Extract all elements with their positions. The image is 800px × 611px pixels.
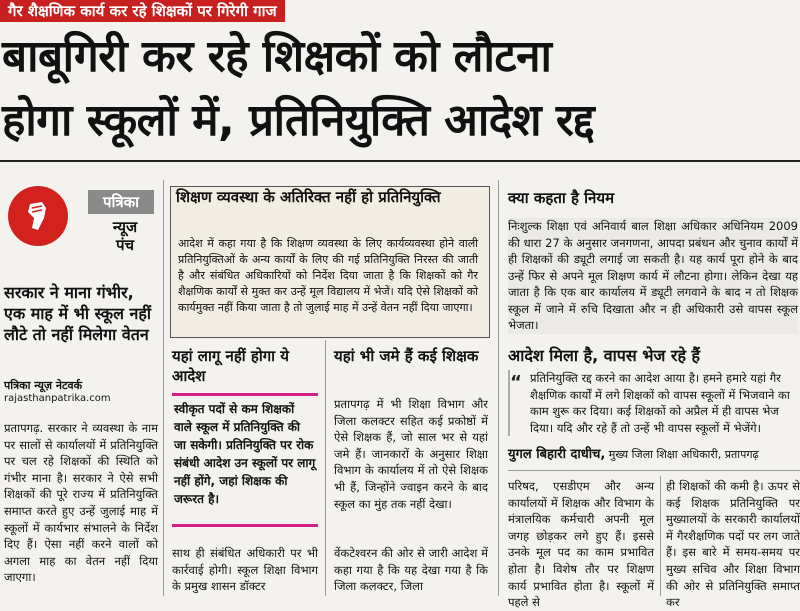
pink-rule — [172, 524, 318, 527]
fist-icon — [24, 198, 52, 232]
col3-body-2: वेंकटेश्वरन की ओर से जारी आदेश में कहा गया है कि यह देखा गया है कि जिला कलक्टर, जिला — [334, 546, 488, 594]
col4-body: परिषद, एसडीएम और अन्य कार्यालयों में शिक्षक और विभाग के मंत्रालयिक कर्मचारी अपनी मूल जगह छोड़कर लगे हुए हैं। इससे उनके मूल पद का काम प्रभावित होता है। विशेष तौर पर शिक्षण कार्य प्रभावित होता है। स्कूलों में पहले से — [508, 479, 654, 610]
speaker-role: मुख्य जिला शिक्षा अधिकारी, प्रतापगढ़ — [608, 448, 759, 461]
headline-line-1: बाबूगिरी कर रहे शिक्षकों को लौटना — [2, 31, 552, 82]
exception-title: यहां लागू नहीं होगा ये आदेश — [172, 347, 289, 385]
headline-line-2: होगा स्कूलों में, प्रतिनियुक्ति आदेश रद्द — [2, 95, 595, 146]
col2-body: साथ ही संबंधित अधिकारी पर भी कार्रवाई होगी। स्कूल शिक्षा विभाग के प्रमुख शासन डॉक्टर — [172, 546, 318, 594]
brand-sub-2: पंच — [115, 236, 135, 254]
info-box-title: शिक्षण व्यवस्था के अतिरिक्त नहीं हो प्रतिनियुक्ति — [176, 188, 441, 206]
website-link[interactable]: rajasthanpatrika.com — [4, 393, 111, 404]
column-divider — [660, 476, 661, 596]
rule-body: निःशुल्क शिक्षा एवं अनिवार्य बाल शिक्षा अधिकार अधिनियम 2009 की धारा 27 के अनुसार जनगणना, आपदा प्रबंधन और चुनाव कार्यों में ही शिक्षकों की ड्यूटी लगाई जा सकती है। यह कार्य पूरा होने के बाद उन्हें फिर से अपने मूल शिक्षण कार्य में लौटना होगा। लेकिन देखा यह जाता है कि एक बार कार्यालय में ड्यूटी लगवाने के बाद न तो शिक्षक स्कूल में जाने में रुचि दिखाता और न ही अधिकारी उसे वापस स्कूल भेजता। — [508, 219, 798, 332]
order-quote: प्रतिनियुक्ति रद्द करने का आदेश आया है। हमने हमारे यहां गैर शैक्षणिक कार्यों में लगे शिक्षकों को वापस स्कूलों में भिजवाने का काम शुरू कर दिया। कई शिक्षकों को अप्रैल में ही वापस भेज दिया। यदि और रहे हैं तो उन्हें भी वापस स्कूलों में भेजेंगे। — [508, 370, 800, 436]
exception-quote: स्वीकृत पदों से कम शिक्षकों वाले स्कूल में प्रतिनियुक्ति की जा सकेगी। प्रतिनियुक्ति पर रोक संबंधी आदेश उन स्कूलों पर लागू नहीं होंगे, जहां शिक्षक की जरूरत है। — [174, 402, 316, 506]
speaker-name: युगल बिहारी दाधीच, — [508, 447, 606, 462]
teachers-title: यहां भी जमे हैं कई शिक्षक — [334, 347, 479, 365]
headline-rule — [0, 160, 800, 162]
divider — [508, 470, 800, 471]
byline: पत्रिका न्यूज़ नेटवर्क — [4, 379, 83, 392]
column-divider — [498, 180, 499, 596]
left-body: प्रतापगढ़. सरकार ने व्यवस्था के नाम पर सालों से कार्यालयों में प्रतिनियुक्ति पर चल रहे शिक्षकों की स्थिति को गंभीर माना है। सरकार ने ऐसे सभी शिक्षकों की पूरे राज्य में प्रतिनियुक्ति समाप्त करते हुए उन्हें जुलाई माह में स्कूलों में कार्यभार संभालने के निर्देश दिए हैं। ऐसा नहीं करने वालों को अगला माह का वेतन नहीं दिया जाएगा। — [4, 421, 158, 585]
col5-body: ही शिक्षकों की कमी है। ऊपर से कई शिक्षक प्रतिनियुक्ति पर मुख्यालयों के सरकारी कार्यालयों में गैरशैक्षणिक पदों पर लग जाते हैं। इस बारे में समय-समय पर मुख्य सचिव और शिक्षा विभाग की ओर से प्रतिनियुक्ति समाप्त कर — [666, 479, 800, 610]
pink-rule — [172, 393, 318, 396]
column-divider — [325, 340, 326, 596]
brand-sub-1: न्यूज — [112, 218, 138, 236]
left-headline: सरकार ने माना गंभीर, एक माह में भी स्कूल नहीं लौटे तो नहीं मिलेगा वेतन — [4, 283, 152, 344]
column-divider — [163, 180, 164, 596]
order-title: आदेश मिला है, वापस भेज रहे हैं — [508, 346, 701, 365]
rule-title: क्या कहता है नियम — [508, 189, 615, 207]
brand-name: पत्रिका — [88, 190, 154, 214]
kicker-label: गैर शैक्षणिक कार्य कर रहे शिक्षकों पर गिरेगी गाज — [0, 0, 285, 22]
col3-body: प्रतापगढ़ में भी शिक्षा विभाग और जिला कलक्टर सहित कई प्रकोष्ठों में ऐसे शिक्षक हैं, जो साल भर से यहां जमे हैं। जानकारों के अनुसार शिक्षा विभाग के कार्यालय में तो ऐसे शिक्षक भी हैं, जिन्होंने ज्वाइन करने के बाद स्कूल का मुंह तक नहीं देखा। — [334, 397, 488, 511]
info-box-body: आदेश में कहा गया है कि शिक्षण व्यवस्था के लिए कार्यव्यवस्था होने वाली प्रतिनियुक्तिओं के अन्य कार्यों के लिए की गई प्रतिनियुक्ति निरस्त की जाती है और संबंधित अधिकारियों को निर्देश दिया जाता है कि शिक्षकों को गैर शैक्षणिक कार्यों से मुक्त कर उन्हें मूल विद्यालय में भेजें। यदि ऐसे शिक्षकों को कार्यमुक्त नहीं किया जाता है तो जुलाई माह में उन्हें वेतन नहीं दिया जाएगा। — [178, 237, 478, 314]
speaker — [508, 444, 800, 462]
quote-icon: “ — [510, 372, 522, 393]
